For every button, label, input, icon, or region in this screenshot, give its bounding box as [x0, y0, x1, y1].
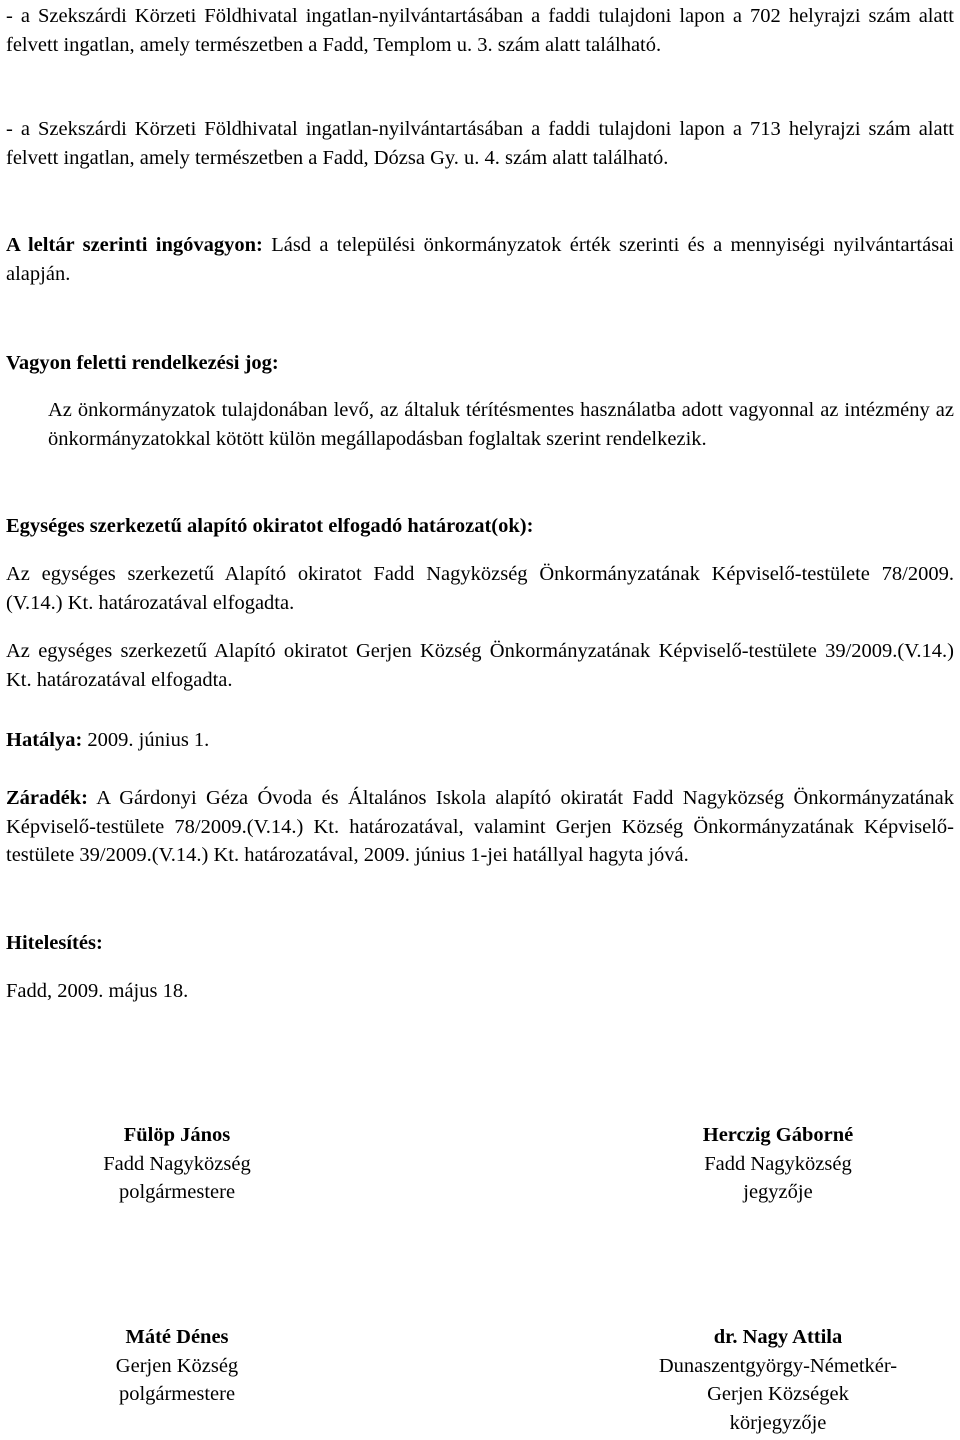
- effective-date: 2009. június 1.: [82, 729, 210, 751]
- resolutions-heading: Egységes szerkezetű alapító okiratot elfogadó határozat(ok):: [6, 515, 534, 537]
- movable-assets-paragraph: [6, 231, 954, 288]
- signatory-name: Máté Dénes: [125, 1326, 229, 1348]
- disposal-right-text: Az önkormányzatok tulajdonában levő, az általuk térítésmentes használatba adott vagyonnal az intézmény az önkormányzatokkal kötött külön megállapodásban foglaltak szerint rendelkezik.: [48, 399, 954, 450]
- effective-label: Hatálya:: [6, 729, 83, 751]
- signatory-organization: Gerjen Község: [115, 1354, 239, 1377]
- signature-block-herczig: [618, 1121, 938, 1207]
- signature-block-nagy: [618, 1323, 938, 1437]
- resolution-fadd: Az egységes szerkezetű Alapító okiratot Fadd Nagyközség Önkormányzatának Képviselő-testülete 78/2009. (V.14.) Kt. határozatával elfogadta.: [6, 563, 954, 614]
- signatory-title: körjegyzője: [729, 1411, 827, 1434]
- property-item-templom: - a Szekszárdi Körzeti Földhivatal ingatlan-nyilvántartásában a faddi tulajdoni lapon a 702 helyrajzi szám alatt felvett ingatlan, amely természetben a Fadd, Templom u. 3. szám alatt található.: [6, 5, 954, 56]
- effective-date-line: [6, 726, 954, 755]
- signatory-name: Herczig Gáborné: [702, 1124, 854, 1146]
- signatory-name: Fülöp János: [123, 1124, 231, 1146]
- movable-assets-text: Lásd a települési önkormányzatok érték szerinti és a mennyiségi nyilvántartásai alapján.: [6, 234, 954, 285]
- disposal-right-heading: Vagyon feletti rendelkezési jog:: [6, 352, 279, 374]
- clause-text: A Gárdonyi Géza Óvoda és Általános Iskola alapító okiratát Fadd Nagyközség Önkormányzatának Képviselő-testülete 78/2009.(V.14.) Kt. határozatával, valamint Gerjen Község Önkormányzatának Képviselő-testülete 39/2009.(V.14.) Kt. határozatával, 2009. június 1-jei hatállyal hagyta jóvá.: [6, 787, 954, 866]
- signatory-name: dr. Nagy Attila: [713, 1326, 843, 1348]
- movable-assets-label: A leltár szerinti ingóvagyon:: [6, 234, 263, 256]
- signature-block-mate: [17, 1323, 337, 1409]
- signatory-organization: Fadd Nagyközség: [103, 1152, 251, 1175]
- signatory-organization-continued: Gerjen Községek: [707, 1383, 849, 1405]
- clause-paragraph: [6, 784, 954, 870]
- clause-label: Záradék:: [6, 787, 88, 809]
- property-item-dozsa: - a Szekszárdi Körzeti Földhivatal ingatlan-nyilvántartásában a faddi tulajdoni lapon a 713 helyrajzi szám alatt felvett ingatlan, amely természetben a Fadd, Dózsa Gy. u. 4. szám alatt található.: [6, 118, 954, 169]
- signatory-organization: Fadd Nagyközség: [704, 1152, 852, 1175]
- signatory-title: jegyzője: [743, 1181, 813, 1203]
- place-date: Fadd, 2009. május 18.: [6, 980, 189, 1002]
- signature-block-fulop: [17, 1121, 337, 1207]
- resolution-gerjen: Az egységes szerkezetű Alapító okiratot Gerjen Község Önkormányzatának Képviselő-testülete 39/2009.(V.14.) Kt. határozatával elfogadta.: [6, 640, 954, 691]
- signatory-organization: Dunaszentgyörgy-Németkér-: [658, 1354, 898, 1377]
- signatory-title: polgármestere: [118, 1383, 236, 1405]
- signatory-title: polgármestere: [118, 1181, 236, 1203]
- authentication-heading: Hitelesítés:: [6, 932, 103, 954]
